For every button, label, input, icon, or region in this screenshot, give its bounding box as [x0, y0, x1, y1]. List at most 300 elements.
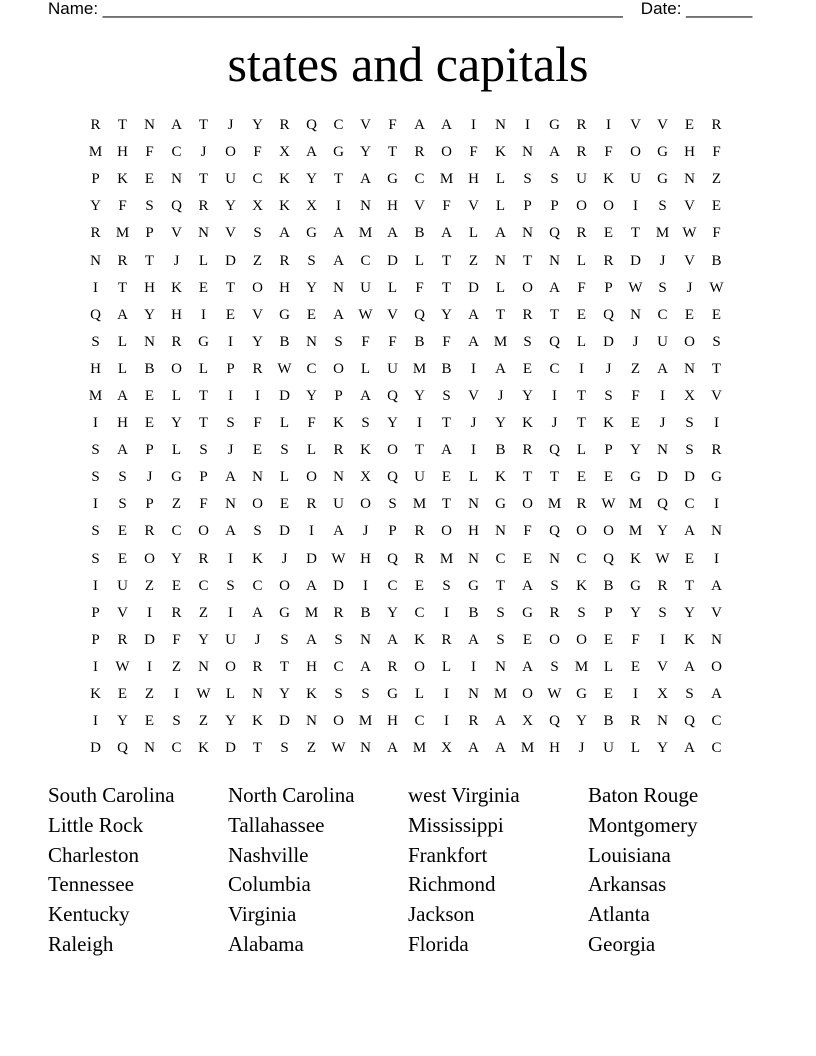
grid-letter[interactable]: C [414, 171, 425, 188]
grid-letter[interactable]: L [171, 442, 182, 459]
grid-letter[interactable]: J [362, 523, 369, 540]
grid-letter[interactable]: D [306, 550, 317, 567]
grid-letter[interactable]: S [91, 523, 100, 540]
grid-letter[interactable]: L [495, 198, 506, 215]
grid-letter[interactable]: R [576, 144, 587, 161]
grid-letter[interactable]: A [522, 658, 533, 675]
grid-letter[interactable]: O [144, 550, 155, 567]
grid-letter[interactable]: A [333, 252, 344, 269]
grid-letter[interactable]: Y [252, 117, 263, 134]
grid-letter[interactable]: F [577, 279, 586, 296]
grid-letter[interactable]: H [387, 713, 398, 730]
grid-letter[interactable]: U [225, 631, 236, 648]
grid-letter[interactable]: A [333, 523, 344, 540]
grid-letter[interactable]: A [468, 306, 479, 323]
grid-letter[interactable]: A [441, 225, 452, 242]
grid-letter[interactable]: O [387, 442, 398, 459]
grid-letter[interactable]: M [304, 604, 319, 621]
grid-letter[interactable]: N [144, 740, 155, 757]
grid-letter[interactable]: M [493, 686, 508, 703]
grid-letter[interactable]: I [93, 496, 98, 513]
grid-letter[interactable]: H [171, 306, 182, 323]
grid-letter[interactable]: S [658, 279, 667, 296]
grid-letter[interactable]: T [144, 252, 155, 269]
grid-letter[interactable]: V [171, 225, 182, 242]
grid-letter[interactable]: S [118, 496, 127, 513]
grid-letter[interactable]: L [225, 686, 236, 703]
grid-letter[interactable]: E [603, 225, 614, 242]
grid-letter[interactable]: F [253, 144, 262, 161]
grid-letter[interactable]: V [468, 387, 479, 404]
grid-letter[interactable]: G [387, 171, 398, 188]
grid-letter[interactable]: R [576, 117, 587, 134]
grid-letter[interactable]: P [91, 631, 100, 648]
grid-letter[interactable]: N [684, 171, 695, 188]
grid-letter[interactable]: V [468, 198, 479, 215]
grid-letter[interactable]: K [279, 171, 290, 188]
grid-letter[interactable]: R [333, 604, 344, 621]
grid-letter[interactable]: I [228, 550, 233, 567]
grid-letter[interactable]: K [117, 171, 128, 188]
grid-letter[interactable]: Y [306, 171, 317, 188]
grid-letter[interactable]: E [522, 631, 533, 648]
grid-letter[interactable]: S [523, 333, 532, 350]
grid-letter[interactable]: V [684, 252, 695, 269]
grid-letter[interactable]: S [523, 171, 532, 188]
grid-letter[interactable]: I [228, 604, 233, 621]
grid-letter[interactable]: Q [549, 225, 560, 242]
grid-letter[interactable]: I [309, 523, 314, 540]
grid-letter[interactable]: C [306, 360, 317, 377]
grid-letter[interactable]: B [144, 360, 155, 377]
grid-letter[interactable]: S [361, 415, 370, 432]
grid-letter[interactable]: R [144, 523, 155, 540]
grid-letter[interactable]: T [252, 740, 263, 757]
grid-letter[interactable]: A [495, 713, 506, 730]
grid-letter[interactable]: Z [630, 360, 641, 377]
grid-letter[interactable]: Y [657, 740, 668, 757]
grid-letter[interactable]: R [468, 713, 479, 730]
grid-letter[interactable]: I [174, 686, 179, 703]
grid-letter[interactable]: H [468, 523, 479, 540]
grid-letter[interactable]: J [227, 117, 234, 134]
grid-letter[interactable]: Z [171, 658, 182, 675]
grid-letter[interactable]: S [118, 469, 127, 486]
grid-letter[interactable]: Y [306, 279, 317, 296]
grid-letter[interactable]: N [522, 144, 533, 161]
grid-letter[interactable]: I [228, 387, 233, 404]
date-field[interactable]: Date: _______ [640, 0, 753, 18]
grid-letter[interactable]: C [333, 658, 344, 675]
grid-letter[interactable]: D [468, 279, 479, 296]
grid-letter[interactable]: R [414, 550, 425, 567]
grid-letter[interactable]: A [468, 740, 479, 757]
grid-letter[interactable]: H [117, 144, 128, 161]
grid-letter[interactable]: L [414, 252, 425, 269]
grid-letter[interactable]: A [441, 442, 452, 459]
grid-letter[interactable]: C [171, 144, 182, 161]
grid-letter[interactable]: B [279, 333, 290, 350]
grid-letter[interactable]: L [360, 360, 371, 377]
grid-letter[interactable]: G [387, 686, 398, 703]
grid-letter[interactable]: X [306, 198, 317, 215]
grid-letter[interactable]: F [631, 387, 640, 404]
grid-letter[interactable]: Q [306, 117, 317, 134]
grid-letter[interactable]: T [198, 171, 209, 188]
grid-letter[interactable]: N [333, 279, 344, 296]
grid-letter[interactable]: N [468, 686, 479, 703]
grid-letter[interactable]: R [549, 604, 560, 621]
grid-letter[interactable]: N [198, 658, 209, 675]
grid-letter[interactable]: R [603, 252, 614, 269]
grid-letter[interactable]: U [657, 333, 668, 350]
grid-letter[interactable]: Q [117, 740, 128, 757]
grid-letter[interactable]: Q [549, 713, 560, 730]
grid-letter[interactable]: P [334, 387, 343, 404]
grid-letter[interactable]: O [225, 144, 236, 161]
grid-letter[interactable]: K [495, 469, 506, 486]
grid-letter[interactable]: T [198, 415, 209, 432]
grid-letter[interactable]: I [525, 117, 530, 134]
grid-letter[interactable]: C [252, 171, 263, 188]
grid-letter[interactable]: C [711, 713, 722, 730]
grid-letter[interactable]: T [630, 225, 641, 242]
grid-letter[interactable]: W [655, 550, 670, 567]
grid-letter[interactable]: O [522, 496, 533, 513]
grid-letter[interactable]: P [145, 442, 154, 459]
grid-letter[interactable]: B [441, 360, 452, 377]
grid-letter[interactable]: R [171, 333, 182, 350]
grid-letter[interactable]: E [144, 713, 155, 730]
grid-letter[interactable]: R [657, 577, 668, 594]
grid-letter[interactable]: I [714, 415, 719, 432]
grid-letter[interactable]: B [495, 442, 506, 459]
grid-letter[interactable]: F [712, 144, 721, 161]
grid-letter[interactable]: I [471, 442, 476, 459]
grid-letter[interactable]: D [144, 631, 155, 648]
grid-letter[interactable]: C [414, 604, 425, 621]
grid-letter[interactable]: Y [441, 306, 452, 323]
grid-letter[interactable]: J [146, 469, 153, 486]
grid-letter[interactable]: R [117, 631, 128, 648]
grid-letter[interactable]: D [225, 740, 236, 757]
grid-letter[interactable]: S [280, 442, 289, 459]
grid-letter[interactable]: N [360, 198, 371, 215]
grid-letter[interactable]: R [171, 604, 182, 621]
grid-letter[interactable]: E [576, 306, 587, 323]
grid-letter[interactable]: I [336, 198, 341, 215]
grid-letter[interactable]: S [280, 740, 289, 757]
grid-letter[interactable]: A [333, 225, 344, 242]
grid-letter[interactable]: E [522, 550, 533, 567]
grid-letter[interactable]: S [253, 523, 262, 540]
grid-letter[interactable]: C [549, 360, 560, 377]
grid-letter[interactable]: Y [225, 198, 236, 215]
grid-letter[interactable]: Q [549, 523, 560, 540]
grid-letter[interactable]: F [118, 198, 127, 215]
grid-letter[interactable]: I [363, 577, 368, 594]
grid-letter[interactable]: G [468, 577, 479, 594]
grid-letter[interactable]: S [91, 442, 100, 459]
grid-letter[interactable]: N [360, 631, 371, 648]
grid-letter[interactable]: N [549, 252, 560, 269]
grid-letter[interactable]: S [334, 631, 343, 648]
grid-letter[interactable]: C [387, 577, 398, 594]
grid-letter[interactable]: K [90, 686, 101, 703]
grid-letter[interactable]: Q [387, 469, 398, 486]
grid-letter[interactable]: R [333, 442, 344, 459]
grid-letter[interactable]: Z [711, 171, 722, 188]
grid-letter[interactable]: Z [468, 252, 479, 269]
grid-letter[interactable]: K [522, 415, 533, 432]
grid-letter[interactable]: J [686, 279, 693, 296]
grid-letter[interactable]: T [522, 469, 533, 486]
grid-letter[interactable]: R [522, 442, 533, 459]
grid-letter[interactable]: S [226, 577, 235, 594]
grid-letter[interactable]: L [441, 658, 452, 675]
grid-letter[interactable]: F [604, 144, 613, 161]
grid-letter[interactable]: E [711, 198, 722, 215]
grid-letter[interactable]: L [198, 360, 209, 377]
grid-letter[interactable]: C [576, 550, 587, 567]
grid-letter[interactable]: L [198, 252, 209, 269]
grid-letter[interactable]: A [306, 631, 317, 648]
grid-letter[interactable]: G [333, 144, 344, 161]
grid-letter[interactable]: D [333, 577, 344, 594]
grid-letter[interactable]: L [279, 415, 290, 432]
grid-letter[interactable]: H [306, 658, 317, 675]
grid-letter[interactable]: O [252, 496, 263, 513]
grid-letter[interactable]: R [414, 144, 425, 161]
grid-letter[interactable]: Y [171, 550, 182, 567]
grid-letter[interactable]: Y [225, 713, 236, 730]
grid-letter[interactable]: N [657, 442, 668, 459]
grid-letter[interactable]: I [417, 415, 422, 432]
grid-letter[interactable]: A [225, 469, 236, 486]
grid-letter[interactable]: S [550, 577, 559, 594]
grid-letter[interactable]: H [549, 740, 560, 757]
grid-letter[interactable]: E [576, 469, 587, 486]
grid-letter[interactable]: O [198, 523, 209, 540]
grid-letter[interactable]: M [655, 225, 670, 242]
grid-letter[interactable]: Y [387, 415, 398, 432]
grid-letter[interactable]: A [549, 279, 560, 296]
grid-letter[interactable]: F [307, 415, 316, 432]
grid-letter[interactable]: H [90, 360, 101, 377]
grid-letter[interactable]: R [90, 225, 101, 242]
grid-letter[interactable]: E [306, 306, 317, 323]
grid-letter[interactable]: U [414, 469, 425, 486]
grid-letter[interactable]: F [469, 144, 478, 161]
grid-letter[interactable]: F [388, 333, 397, 350]
grid-letter[interactable]: O [576, 523, 587, 540]
grid-letter[interactable]: L [414, 686, 425, 703]
grid-letter[interactable]: F [442, 198, 451, 215]
grid-letter[interactable]: A [387, 225, 398, 242]
grid-letter[interactable]: N [711, 631, 722, 648]
grid-letter[interactable]: H [360, 550, 371, 567]
grid-letter[interactable]: L [576, 252, 587, 269]
grid-letter[interactable]: K [360, 442, 371, 459]
grid-letter[interactable]: W [709, 279, 724, 296]
grid-letter[interactable]: A [711, 577, 722, 594]
grid-letter[interactable]: A [360, 171, 371, 188]
grid-letter[interactable]: A [387, 740, 398, 757]
grid-letter[interactable]: E [171, 577, 182, 594]
grid-letter[interactable]: L [117, 333, 128, 350]
grid-letter[interactable]: N [252, 686, 263, 703]
grid-letter[interactable]: E [630, 415, 641, 432]
grid-letter[interactable]: P [199, 469, 208, 486]
grid-letter[interactable]: G [630, 577, 641, 594]
grid-letter[interactable]: K [252, 550, 263, 567]
grid-letter[interactable]: T [198, 387, 209, 404]
grid-letter[interactable]: S [550, 171, 559, 188]
grid-letter[interactable]: G [657, 144, 668, 161]
grid-letter[interactable]: N [495, 252, 506, 269]
grid-letter[interactable]: A [495, 740, 506, 757]
grid-letter[interactable]: V [684, 198, 695, 215]
grid-letter[interactable]: V [117, 604, 128, 621]
grid-letter[interactable]: K [603, 171, 614, 188]
grid-letter[interactable]: A [333, 306, 344, 323]
grid-letter[interactable]: S [91, 333, 100, 350]
grid-letter[interactable]: R [117, 252, 128, 269]
grid-letter[interactable]: D [279, 387, 290, 404]
grid-letter[interactable]: L [630, 740, 641, 757]
grid-letter[interactable]: T [576, 415, 587, 432]
grid-letter[interactable]: V [630, 117, 641, 134]
grid-letter[interactable]: S [496, 631, 505, 648]
grid-letter[interactable]: C [414, 713, 425, 730]
grid-letter[interactable]: K [630, 550, 641, 567]
grid-letter[interactable]: H [144, 279, 155, 296]
grid-letter[interactable]: O [306, 469, 317, 486]
grid-letter[interactable]: L [387, 279, 398, 296]
grid-letter[interactable]: G [630, 469, 641, 486]
grid-letter[interactable]: C [252, 577, 263, 594]
grid-letter[interactable]: F [199, 496, 208, 513]
grid-letter[interactable]: G [171, 469, 182, 486]
grid-letter[interactable]: S [91, 469, 100, 486]
grid-letter[interactable]: C [171, 740, 182, 757]
grid-letter[interactable]: L [468, 469, 479, 486]
grid-letter[interactable]: N [495, 117, 506, 134]
grid-letter[interactable]: N [171, 171, 182, 188]
grid-letter[interactable]: E [117, 686, 128, 703]
grid-letter[interactable]: M [88, 144, 103, 161]
grid-letter[interactable]: L [117, 360, 128, 377]
grid-letter[interactable]: O [333, 360, 344, 377]
grid-letter[interactable]: V [711, 604, 722, 621]
grid-letter[interactable]: Y [279, 686, 290, 703]
grid-letter[interactable]: K [414, 631, 425, 648]
grid-letter[interactable]: C [684, 496, 695, 513]
grid-letter[interactable]: E [441, 469, 452, 486]
grid-letter[interactable]: P [604, 279, 613, 296]
grid-letter[interactable]: G [657, 171, 668, 188]
grid-letter[interactable]: O [522, 279, 533, 296]
grid-letter[interactable]: S [442, 387, 451, 404]
grid-letter[interactable]: D [279, 523, 290, 540]
grid-letter[interactable]: I [633, 686, 638, 703]
grid-letter[interactable]: V [711, 387, 722, 404]
grid-letter[interactable]: Y [684, 604, 695, 621]
grid-letter[interactable]: O [279, 577, 290, 594]
grid-letter[interactable]: K [279, 198, 290, 215]
grid-letter[interactable]: N [468, 496, 479, 513]
grid-letter[interactable]: E [279, 496, 290, 513]
grid-letter[interactable]: Y [576, 713, 587, 730]
grid-letter[interactable]: R [306, 496, 317, 513]
grid-letter[interactable]: Z [144, 577, 155, 594]
grid-letter[interactable]: Y [252, 333, 263, 350]
grid-letter[interactable]: X [279, 144, 290, 161]
grid-letter[interactable]: Z [144, 686, 155, 703]
grid-letter[interactable]: D [603, 333, 614, 350]
grid-letter[interactable]: U [117, 577, 128, 594]
grid-letter[interactable]: A [522, 577, 533, 594]
grid-letter[interactable]: I [471, 658, 476, 675]
grid-letter[interactable]: R [198, 550, 209, 567]
grid-letter[interactable]: G [279, 604, 290, 621]
grid-letter[interactable]: M [439, 550, 454, 567]
grid-letter[interactable]: K [684, 631, 695, 648]
grid-letter[interactable]: F [442, 333, 451, 350]
grid-letter[interactable]: M [358, 713, 373, 730]
grid-letter[interactable]: N [198, 225, 209, 242]
grid-letter[interactable]: R [576, 496, 587, 513]
grid-letter[interactable]: C [171, 523, 182, 540]
grid-letter[interactable]: E [630, 658, 641, 675]
grid-letter[interactable]: K [576, 577, 587, 594]
grid-letter[interactable]: Q [387, 387, 398, 404]
grid-letter[interactable]: X [252, 198, 263, 215]
grid-letter[interactable]: I [714, 550, 719, 567]
grid-letter[interactable]: M [358, 225, 373, 242]
grid-letter[interactable]: S [658, 198, 667, 215]
grid-letter[interactable]: X [360, 469, 371, 486]
grid-letter[interactable]: X [522, 713, 533, 730]
grid-letter[interactable]: E [144, 387, 155, 404]
grid-letter[interactable]: S [685, 415, 694, 432]
grid-letter[interactable]: O [684, 333, 695, 350]
grid-letter[interactable]: R [414, 523, 425, 540]
grid-letter[interactable]: R [630, 713, 641, 730]
grid-letter[interactable]: Y [414, 387, 425, 404]
grid-letter[interactable]: Y [117, 713, 128, 730]
grid-letter[interactable]: J [659, 252, 666, 269]
grid-letter[interactable]: Y [495, 415, 506, 432]
grid-letter[interactable]: H [279, 279, 290, 296]
grid-letter[interactable]: J [281, 550, 288, 567]
grid-letter[interactable]: O [630, 144, 641, 161]
grid-letter[interactable]: V [657, 117, 668, 134]
grid-letter[interactable]: N [522, 225, 533, 242]
grid-letter[interactable]: Q [657, 496, 668, 513]
grid-letter[interactable]: M [412, 496, 427, 513]
grid-letter[interactable]: I [228, 333, 233, 350]
grid-letter[interactable]: E [414, 577, 425, 594]
grid-letter[interactable]: O [576, 198, 587, 215]
grid-letter[interactable]: T [684, 577, 695, 594]
grid-letter[interactable]: Y [90, 198, 101, 215]
grid-letter[interactable]: U [630, 171, 641, 188]
grid-letter[interactable]: J [227, 442, 234, 459]
grid-letter[interactable]: L [279, 469, 290, 486]
grid-letter[interactable]: L [306, 442, 317, 459]
grid-letter[interactable]: E [144, 415, 155, 432]
